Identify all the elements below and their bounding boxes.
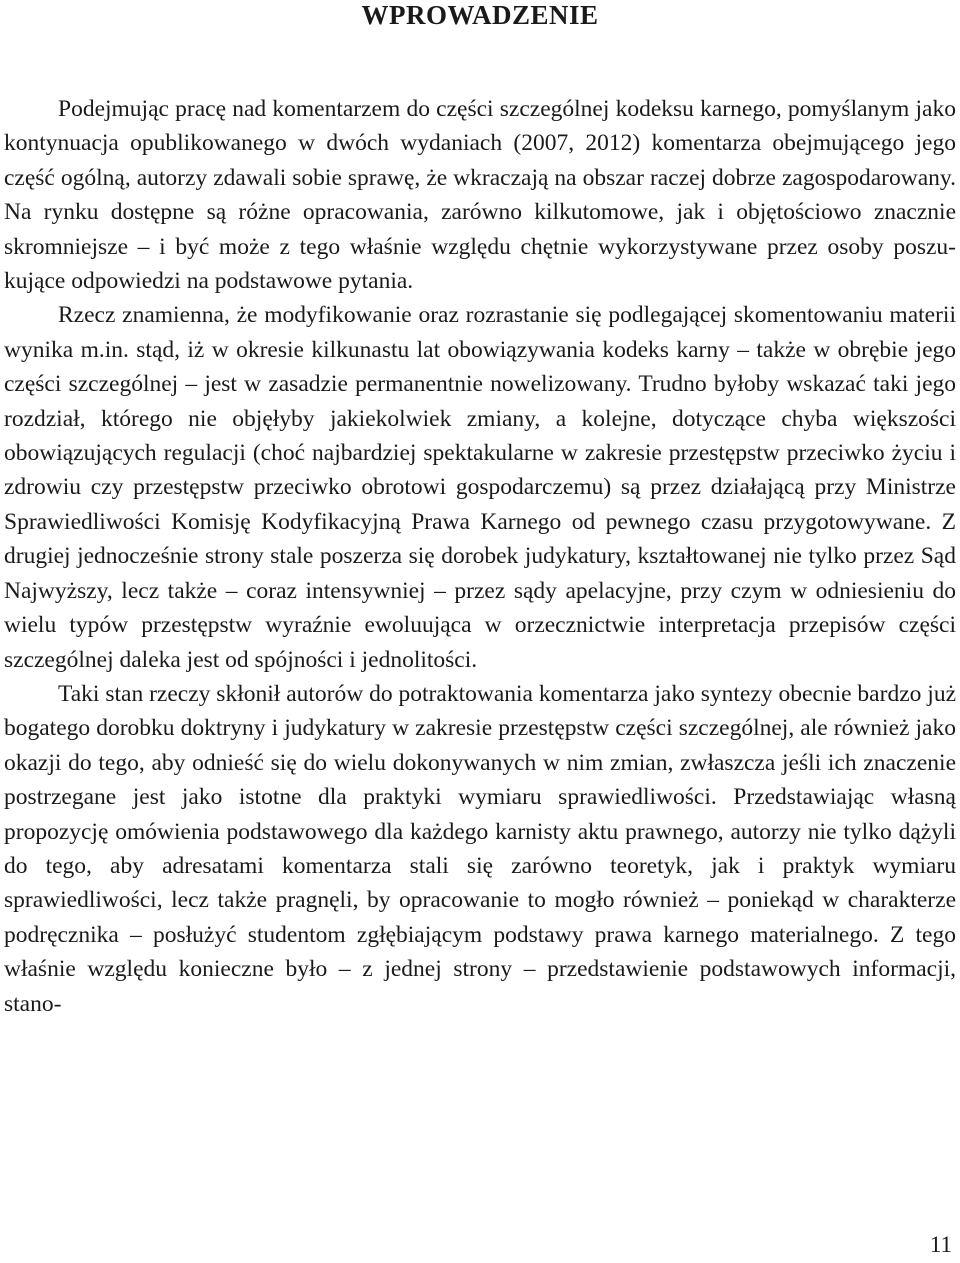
chapter-heading: WPROWADZENIE — [361, 0, 599, 30]
paragraph-1: Podejmując pracę nad komentarzem do części szczególnej kodeksu karnego, pomyślanym jako kontynuacja opublikowanego w dwóch wydaniach (2007, 2012) komentarza obejmującego jego część ogólną, autorzy zdawali sobie sprawę, że wkraczają na obszar raczej dobrze zagospodarowany. Na rynku dostępne są różne opracowania, zarówno kilkutomowe, jak i objętościowo znacznie skromniejsze – i być może z tego właśnie względu chętnie wykorzystywane przez osoby poszukujące odpowiedzi na podstawowe pytania. — [4, 96, 956, 295]
body-text — [4, 92, 956, 1021]
paragraph-2: Rzecz znamienna, że modyfikowanie oraz rozrastanie się podlegającej skomentowaniu materii wynika m.in. stąd, iż w okresie kilkunastu lat obowiązywania kodeks karny – także w obrębie jego części szczególnej – jest w zasadzie permanentnie nowelizowany. Trudno byłoby wskazać taki jego rozdział, którego nie objęłyby jakiekolwiek zmiany, a kolejne, dotyczące chyba większości obowiązujących regulacji (choć najbardziej spektakularne w zakresie przestępstw przeciwko życiu i zdrowiu czy przestępstw przeciwko obrotowi gospodarczemu) są przez działającą przy Ministrze Sprawiedliwości Komisję Kodyfikacyjną Prawa Karnego od pewnego czasu przygotowywane. Z drugiej jednocześnie strony stale poszerza się dorobek judykatury, kształtowanej nie tylko przez Sąd Najwyższy, lecz także – coraz intensywniej – przez sądy apelacyjne, przy czym w odniesieniu do wielu typów przestępstw wyraźnie ewoluująca w orzecznictwie interpretacja przepisów części szczególnej daleka jest od spójności i jednolitości. — [4, 302, 956, 673]
document-page — [4, 0, 956, 1021]
page-number: 11 — [929, 1232, 952, 1257]
paragraph-3: Taki stan rzeczy skłonił autorów do potraktowania komentarza jako syntezy obecnie bardzo już bogatego dorobku doktryny i judykatury w zakresie przestępstw części szczególnej, ale również jako okazji do tego, aby odnieść się do wielu dokonywanych w nim zmian, zwłaszcza jeśli ich znaczenie postrzegane jest jako istotne dla praktyki wymiaru sprawiedliwości. Przedstawiając własną propozycję omówienia podstawowego dla każdego karnisty aktu prawnego, autorzy nie tylko dążyli do tego, aby adresatami komentarza stali się zarówno teoretyk, jak i praktyk wymiaru sprawiedliwości, lecz także pragnęli, by opracowanie to mogło również – poniekąd w charakterze podręcznika – posłużyć studentom zgłębiającym podstawy prawa karnego materialnego. Z tego właśnie względu konieczne było – z jednej strony – przedstawienie podstawowych informacji, stano- — [4, 680, 956, 1017]
